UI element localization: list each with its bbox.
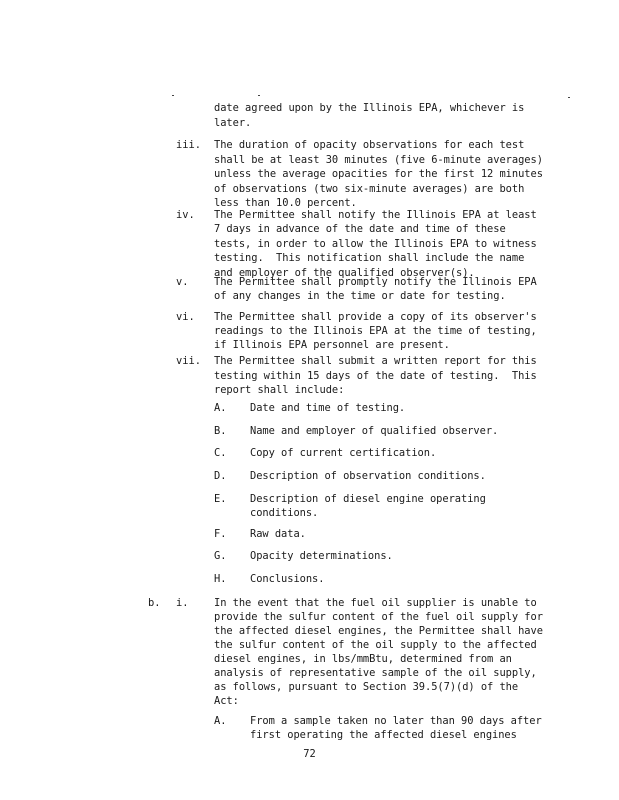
item-line: tests, in order to allow the Illinois EPA to witness (214, 238, 537, 250)
item-line: of observations (two six-minute averages) are both (214, 183, 525, 195)
item-line: readings to the Illinois EPA at the time of testing, (214, 325, 537, 337)
item-line: The Permittee shall promptly notify the Illinois EPA (214, 276, 537, 288)
report-item-line: Conclusions. (250, 573, 325, 585)
scan-speck (568, 97, 570, 98)
report-item-marker: E. (214, 493, 227, 505)
item-marker: vii. (176, 355, 202, 367)
report-item-line: Raw data. (250, 528, 306, 540)
item-line: if Illinois EPA personnel are present. (214, 339, 450, 351)
section-b-line: analysis of representative sample of the oil supply, (214, 667, 537, 679)
report-item-line: Description of observation conditions. (250, 470, 486, 482)
item-marker: iii. (176, 139, 202, 151)
section-b-line: diesel engines, in lbs/mmBtu, determined from an (214, 653, 512, 665)
item-line: of any changes in the time or date for testing. (214, 290, 506, 302)
sub-item-marker: A. (214, 715, 227, 727)
section-b-line: the affected diesel engines, the Permittee shall have (214, 625, 543, 637)
report-item-line: Name and employer of qualified observer. (250, 425, 499, 437)
report-item-marker: H. (214, 573, 227, 585)
page-number: 72 (303, 748, 316, 760)
item-marker: v. (176, 276, 189, 288)
section-b-line: In the event that the fuel oil supplier is unable to (214, 597, 537, 609)
item-line: The duration of opacity observations for each test (214, 139, 525, 151)
intro-line: date agreed upon by the Illinois EPA, whichever is (214, 102, 525, 114)
item-line: less than 10.0 percent. (214, 197, 357, 209)
scan-speck (258, 95, 260, 96)
report-item-marker: B. (214, 425, 227, 437)
item-line: The Permittee shall provide a copy of its observer's (214, 311, 537, 323)
report-item-marker: C. (214, 447, 227, 459)
sub-item-line: From a sample taken no later than 90 days after (250, 715, 542, 727)
report-item-marker: G. (214, 550, 227, 562)
item-line: shall be at least 30 minutes (five 6-minute averages) (214, 154, 543, 166)
item-line: unless the average opacities for the first 12 minutes (214, 168, 543, 180)
report-item-marker: D. (214, 470, 227, 482)
section-b-line: as follows, pursuant to Section 39.5(7)(d) of the (214, 681, 519, 693)
section-letter: b. (148, 597, 161, 609)
item-line: testing within 15 days of the date of testing. This (214, 370, 537, 382)
item-line: and employer of the qualified observer(s). (214, 267, 475, 279)
scan-speck (172, 95, 174, 96)
report-item-line: Copy of current certification. (250, 447, 437, 459)
sub-item-line: first operating the affected diesel engines (250, 729, 517, 741)
item-marker: i. (176, 597, 189, 609)
item-line: The Permittee shall submit a written report for this (214, 355, 537, 367)
report-item-line: Description of diesel engine operating (250, 493, 486, 505)
report-item-line: Opacity determinations. (250, 550, 393, 562)
report-item-line: conditions. (250, 507, 319, 519)
item-line: report shall include: (214, 384, 345, 396)
section-b-line: Act: (214, 695, 239, 707)
report-item-marker: A. (214, 402, 227, 414)
report-item-line: Date and time of testing. (250, 402, 406, 414)
intro-line: later. (214, 117, 252, 129)
item-line: 7 days in advance of the date and time of these (214, 223, 506, 235)
section-b-line: the sulfur content of the oil supply to the affected (214, 639, 537, 651)
item-marker: vi. (176, 311, 195, 323)
item-line: testing. This notification shall include the name (214, 252, 525, 264)
item-marker: iv. (176, 209, 195, 221)
section-b-line: provide the sulfur content of the fuel oil supply for (214, 611, 543, 623)
item-line: The Permittee shall notify the Illinois EPA at least (214, 209, 537, 221)
report-item-marker: F. (214, 528, 227, 540)
